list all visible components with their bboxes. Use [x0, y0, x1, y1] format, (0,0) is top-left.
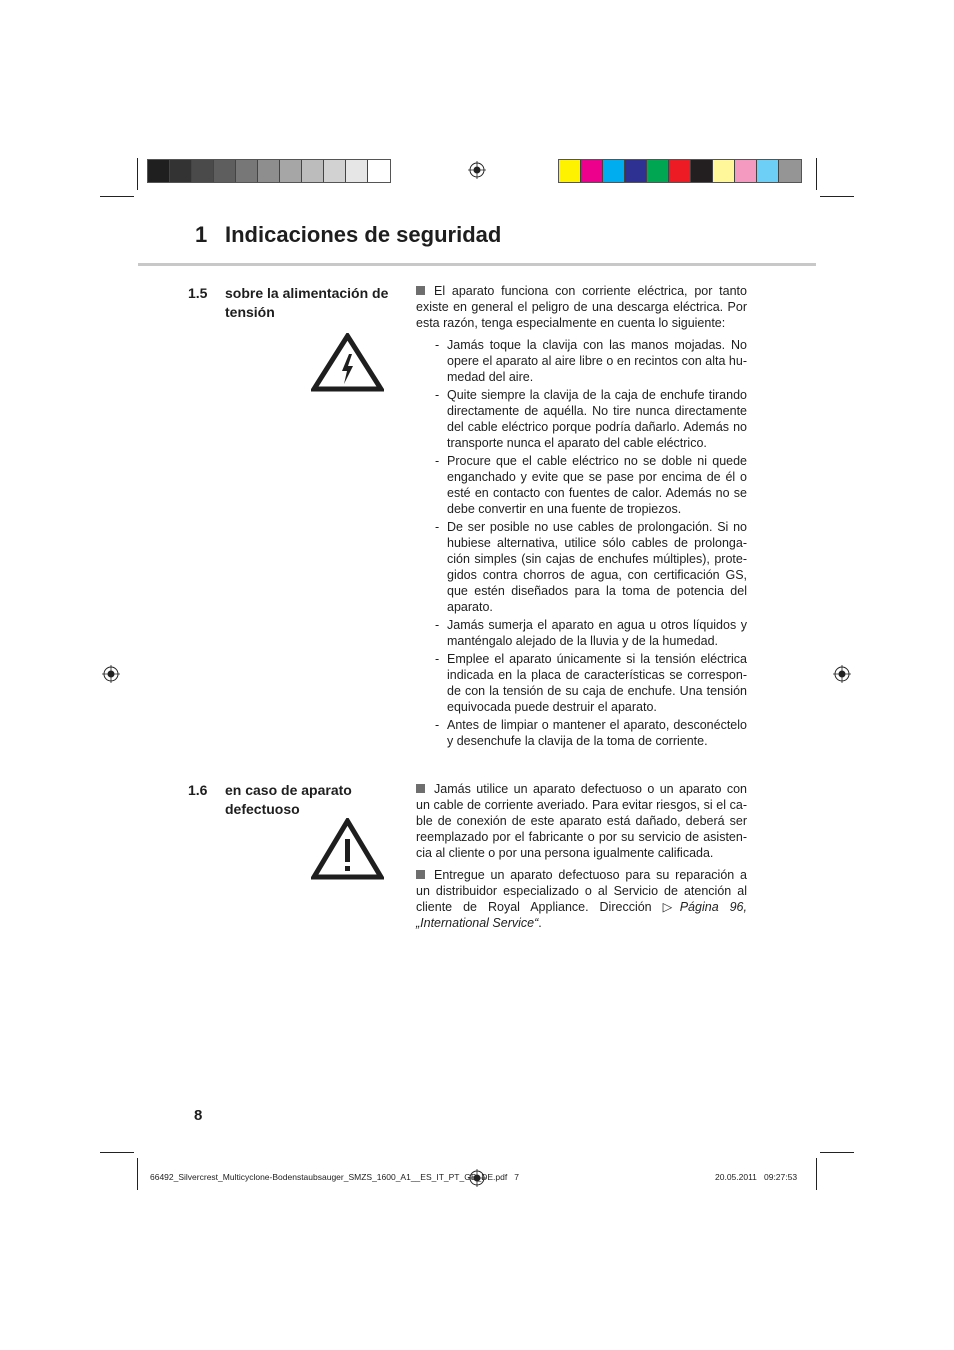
color-swatch — [625, 160, 647, 182]
registration-mark-icon — [102, 665, 120, 683]
section-number: 1.6 — [188, 782, 208, 798]
color-swatch — [214, 160, 236, 182]
color-swatch — [170, 160, 192, 182]
color-calibration-bar — [558, 159, 802, 183]
color-swatch — [559, 160, 581, 182]
section-title: en caso de aparato defectuoso — [225, 782, 352, 817]
crop-mark — [100, 1152, 134, 1153]
reference-arrow-icon: ▷ — [662, 900, 680, 914]
bullet-square-icon — [416, 784, 425, 793]
color-swatch — [779, 160, 801, 182]
warning-exclamation-icon — [311, 818, 384, 880]
list-item: - Jamás toque la clavija con las manos mojadas. No opere el aparato al aire libre o en recintos con alta hu-medad del aire. — [416, 337, 747, 385]
color-swatch — [280, 160, 302, 182]
registration-mark-icon — [833, 665, 851, 683]
color-swatch — [148, 160, 170, 182]
color-swatch — [346, 160, 368, 182]
section-number: 1.5 — [188, 285, 208, 301]
list-item: - Procure que el cable eléctrico no se doble ni quede enganchado y evite que se pase por encima de él o esté en contacto con fuentes de calor. Además no se debe convertir en una fuente de tropiezos. — [416, 453, 747, 517]
chapter-title: Indicaciones de seguridad — [225, 222, 502, 247]
bullet-square-icon — [416, 870, 425, 879]
color-swatch — [757, 160, 779, 182]
crop-mark — [100, 196, 134, 197]
chapter-divider — [138, 263, 816, 266]
registration-mark-icon — [468, 161, 486, 179]
crop-mark — [137, 158, 138, 190]
intro-paragraph: El aparato funciona con corriente eléctrica, por tanto existe en general el peligro de una descarga eléctrica. Por esta razón, tenga especialmente en cuenta lo siguiente: — [416, 284, 747, 330]
color-swatch — [713, 160, 735, 182]
color-swatch — [691, 160, 713, 182]
chapter-heading — [195, 222, 501, 248]
electric-hazard-icon — [311, 333, 384, 392]
list-item: - Jamás sumerja el aparato en agua u otros líquidos y manténgalo alejado de la lluvia y de la humedad. — [416, 617, 747, 649]
crop-mark — [820, 196, 854, 197]
chapter-number: 1 — [195, 222, 208, 247]
color-swatch — [302, 160, 324, 182]
color-swatch — [735, 160, 757, 182]
list-item: - Quite siempre la clavija de la caja de enchufe tirando directamente de aquélla. No tire nunca directamente del cable eléctrico porque podría dañarlo. Además no transporte nunca el aparato del cable eléctrico. — [416, 387, 747, 451]
paragraph: Jamás utilice un aparato defectuoso o un aparato con un cable de corriente averiado. Para evitar riesgos, si el ca-ble de conexión de este aparato está dañado, deberá ser reemplazado por el fabricante o por su servicio de asisten-cia al cliente o por una persona igualmente calificada. — [416, 782, 747, 860]
color-swatch — [258, 160, 280, 182]
section-title: sobre la alimentación de tensión — [225, 285, 389, 320]
page-reference: Página 96, „International Service“ — [416, 900, 747, 930]
list-item: - De ser posible no use cables de prolongación. Si no hubiese alternativa, utilice sólo cables de prolonga-ción simples (sin cajas de enchufes múltiples), prote-gidos contra chorros de agua, con certificación GS, que estén diseñados para la toma de potencia del aparato. — [416, 519, 747, 615]
color-swatch — [647, 160, 669, 182]
color-swatch — [603, 160, 625, 182]
section-1-5-body — [416, 283, 747, 751]
color-swatch — [324, 160, 346, 182]
color-swatch — [192, 160, 214, 182]
color-swatch — [669, 160, 691, 182]
color-swatch — [368, 160, 390, 182]
crop-mark — [137, 1158, 138, 1190]
grayscale-calibration-bar — [147, 159, 391, 183]
color-swatch — [236, 160, 258, 182]
safety-list — [416, 337, 747, 749]
crop-mark — [820, 1152, 854, 1153]
crop-mark — [816, 158, 817, 190]
section-1-6-body — [416, 781, 747, 937]
list-item: - Emplee el aparato únicamente si la tensión eléctrica indicada en la placa de características se correspon-de con la tensión de su caja de enchufe. Una tensión equivocada puede destruir el aparato. — [416, 651, 747, 715]
crop-mark — [816, 1158, 817, 1190]
list-item: - Antes de limpiar o mantener el aparato, desconéctelo y desenchufe la clavija de la toma de corriente. — [416, 717, 747, 749]
paragraph: Entregue un aparato defectuoso para su reparación a un distribuidor especializado o al Servicio de atención al cliente de Royal Appliance. Dirección ▷Página 96, „International Service“. — [416, 868, 747, 930]
bullet-square-icon — [416, 286, 425, 295]
footer-filename: 66492_Silvercrest_Multicyclone-Bodenstaubsauger_SMZS_1600_A1__ES_IT_PT_GB_DE.pdf 7 — [150, 1172, 520, 1182]
color-swatch — [581, 160, 603, 182]
page-number: 8 — [194, 1107, 203, 1124]
footer-datetime: 20.05.2011 09:27:53 — [715, 1172, 798, 1182]
